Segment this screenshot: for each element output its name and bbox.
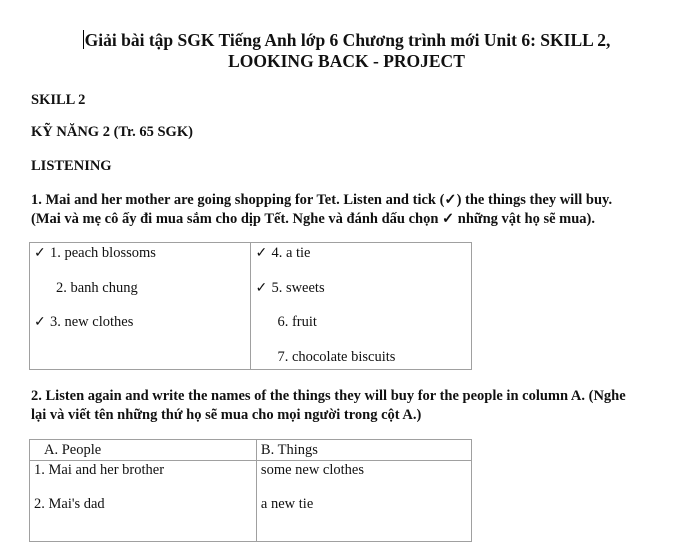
- check-mark-icon: ✓: [34, 315, 46, 330]
- exercise-2-instruction-line-2: lại và viết tên những thứ họ sẽ mua cho mọi người trong cột A.): [31, 407, 422, 423]
- list-item: [34, 312, 246, 347]
- heading-listening: LISTENING: [31, 158, 112, 174]
- exercise-1-instruction-vi: (Mai và mẹ cô ấy đi mua sắm cho dịp Tết. Nghe và đánh dấu chọn ✓ những vật họ sẽ mua).: [31, 211, 595, 227]
- people-entry: 2. Mai's dad: [34, 496, 105, 512]
- people-entry: 1. Mai and her brother: [34, 462, 165, 478]
- column-header-people: A. People: [30, 440, 257, 461]
- list-item: [255, 312, 467, 347]
- title-line-1-text: Giải bài tập SGK Tiếng Anh lớp 6 Chương trình mới Unit 6: SKILL 2,: [84, 30, 611, 50]
- things-cell: [256, 461, 471, 542]
- exercise-1-right-column: [251, 243, 472, 370]
- item-label: 3. new clothes: [50, 314, 134, 330]
- things-entry: a new tie: [260, 496, 314, 512]
- people-cell: [30, 461, 257, 542]
- list-item: [34, 278, 246, 313]
- column-header-things: B. Things: [256, 440, 471, 461]
- exercise-1-table: [29, 242, 472, 370]
- check-mark-icon: ✓: [34, 246, 46, 261]
- exercise-2-instruction: [31, 387, 671, 425]
- exercise-1-left-column: [30, 243, 251, 370]
- exercise-1-instruction: [31, 191, 671, 229]
- title-line-1: [0, 30, 693, 51]
- document-title: [0, 30, 693, 72]
- exercise-1-instruction-en: 1. Mai and her mother are going shopping for Tet. Listen and tick (✓) the things they will buy.: [31, 192, 613, 208]
- item-label: 1. peach blossoms: [50, 245, 156, 261]
- table-header-row: [30, 440, 472, 461]
- heading-skill-vi: KỸ NĂNG 2 (Tr. 65 SGK): [31, 124, 193, 140]
- title-line-2: LOOKING BACK - PROJECT: [228, 51, 465, 71]
- list-item: [255, 347, 467, 369]
- item-label: 7. chocolate biscuits: [277, 348, 396, 365]
- list-item: [34, 243, 246, 278]
- exercise-2-table: [29, 439, 472, 542]
- things-entry: some new clothes: [260, 462, 365, 478]
- item-label: 2. banh chung: [56, 279, 138, 296]
- item-label: 4. a tie: [271, 245, 311, 261]
- list-item: [255, 243, 467, 278]
- check-mark-icon: ✓: [255, 280, 268, 296]
- list-item: [255, 278, 467, 313]
- text-cursor: [83, 30, 84, 49]
- item-label: 6. fruit: [277, 314, 317, 330]
- exercise-2-instruction-line-1: 2. Listen again and write the names of the things they will buy for the people in column A. (Nghe: [31, 388, 626, 404]
- table-row: [30, 461, 472, 542]
- heading-skill: SKILL 2: [31, 92, 86, 108]
- item-label: 5. sweets: [271, 279, 325, 296]
- check-mark-icon: ✓: [255, 246, 268, 261]
